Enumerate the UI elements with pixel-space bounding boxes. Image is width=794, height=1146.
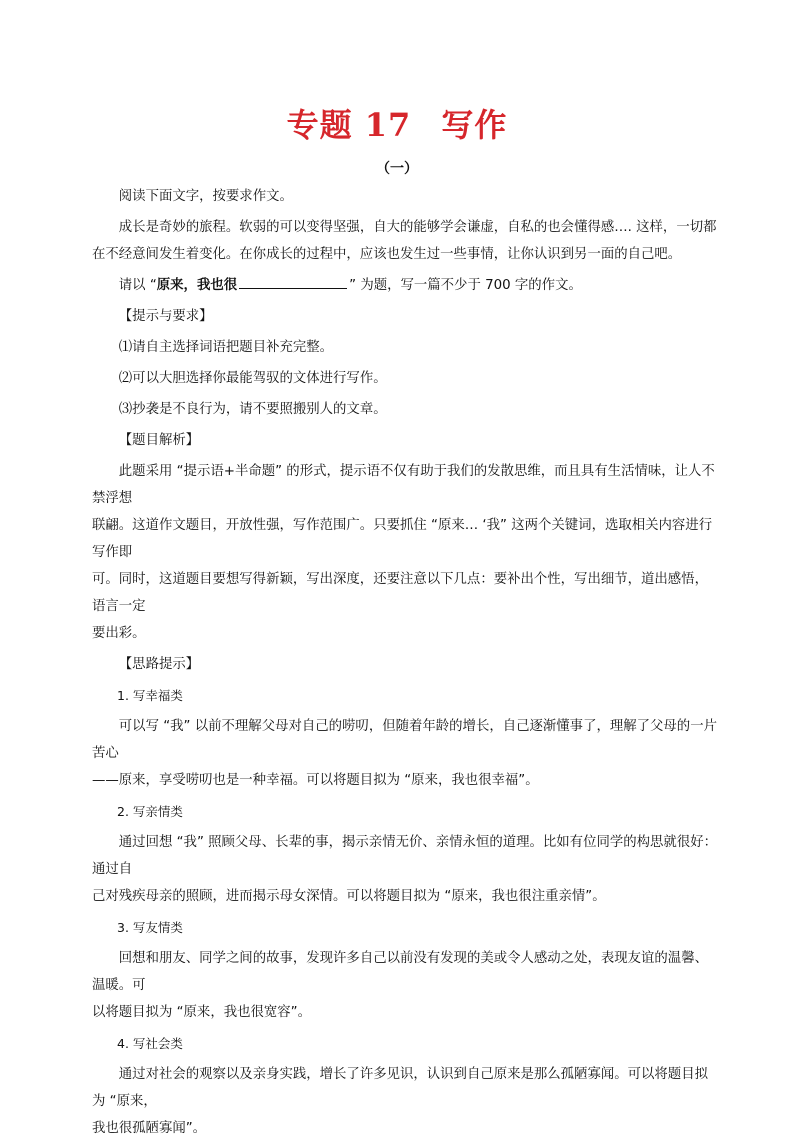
idea-line: ——原来，享受唠叨也是一种幸福。可以将题目拟为 “原来，我也很幸福”。 xyxy=(92,773,539,788)
idea-line: 以将题目拟为 “原来，我也很宽容”。 xyxy=(92,1005,311,1020)
analysis-header: 【题目解析】 xyxy=(118,433,200,448)
idea-line: 回想和朋友、同学之间的故事，发现许多自己以前没有发现的美或令人感动之处，表现友谊的温馨、温暖。可 xyxy=(92,951,708,993)
prompt-blank-line xyxy=(239,274,347,289)
tip-item: ⑵可以大胆选择你最能驾驭的文体进行写作。 xyxy=(118,371,387,386)
analysis-line: 要出彩。 xyxy=(92,626,146,641)
passage-line: 成长是奇妙的旅程。软弱的可以变得坚强，自大的能够学会谦虚，自私的也会懂得感…. 这样，一切都 xyxy=(118,220,717,235)
idea-line: 己对残疾母亲的照顾，进而揭示母女深情。可以将题目拟为 “原来，我也很注重亲情”。 xyxy=(92,889,606,904)
passage-line: 在不经意间发生着变化。在你成长的过程中，应该也发生过一些事情，让你认识到另一面的自己吧。 xyxy=(92,247,682,262)
tip-item: ⑶抄袭是不良行为，请不要照搬别人的文章。 xyxy=(118,402,387,417)
idea-line: 我也很孤陋寡闻”。 xyxy=(92,1121,207,1136)
idea-heading: 4. 写社会类 xyxy=(117,1036,183,1051)
tip-item: ⑴请自主选择词语把题目补充完整。 xyxy=(118,340,334,355)
idea-line: 通过回想 “我” 照顾父母、长辈的事，揭示亲情无价、亲情永恒的道理。比如有位同学的构思就很好：通过自 xyxy=(92,835,717,877)
prompt-after: ” 为题，写一篇不少于 700 字的作文。 xyxy=(349,278,582,293)
instruction: 阅读下面文字，按要求作文。 xyxy=(118,189,293,204)
prompt-before: 请以 “ xyxy=(118,278,157,293)
idea-paragraph xyxy=(92,1061,720,1142)
analysis-line: 可。同时，这道题目要想写得新颖，写出深度，还要注意以下几点：要补出个性，写出细节，道出感悟，语言一定 xyxy=(92,572,708,614)
idea-paragraph xyxy=(92,829,720,910)
prompt-title-bold: 原来，我也很 xyxy=(156,278,238,293)
writing-prompt xyxy=(92,272,720,299)
document-body xyxy=(92,183,720,1146)
title-part1: 专题 17 xyxy=(286,106,412,144)
analysis-line: 此题采用 “提示语+半命题” 的形式，提示语不仅有助于我们的发散思维，而且具有生活情味，让人不禁浮想 xyxy=(92,464,715,506)
analysis-paragraph xyxy=(92,458,720,647)
idea-line: 通过对社会的观察以及亲身实践，增长了许多见识，认识到自己原来是那么孤陋寡闻。可以将题目拟为 “原来， xyxy=(92,1067,708,1109)
idea-heading: 3. 写友情类 xyxy=(117,920,183,935)
idea-heading: 2. 写亲情类 xyxy=(117,804,183,819)
section-subtitle: （一） xyxy=(376,161,418,177)
page-title xyxy=(0,100,794,146)
ideas-header: 【思路提示】 xyxy=(118,657,200,672)
idea-paragraph xyxy=(92,713,720,794)
idea-paragraph xyxy=(92,945,720,1026)
analysis-line: 联翩。这道作文题目，开放性强，写作范围广。只要抓住 “原来… ‘我” 这两个关键词，选取相关内容进行写作即 xyxy=(92,518,713,560)
idea-line: 可以写 “我” 以前不理解父母对自己的唠叨，但随着年龄的增长，自己逐渐懂事了，理解了父母的一片苦心 xyxy=(92,719,717,761)
title-part2: 写作 xyxy=(441,106,508,144)
tips-header: 【提示与要求】 xyxy=(118,309,213,324)
passage xyxy=(92,214,720,268)
idea-heading: 1. 写幸福类 xyxy=(117,688,183,703)
